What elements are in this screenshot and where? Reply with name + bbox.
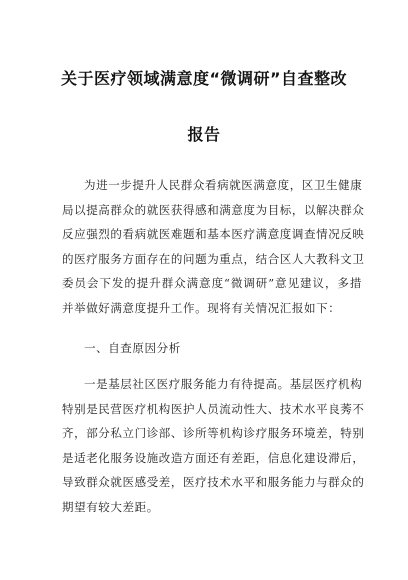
intro-line-5: 委员会下发的提升群众满意度“微调研”意见建议，多措 xyxy=(62,276,362,290)
intro-line-1: 为进一步提升人民群众看病就医满意度，区卫生健康 xyxy=(84,178,363,192)
intro-line-4: 的医疗服务方面存在的问题为重点，结合区人大教科文卫 xyxy=(62,251,365,266)
intro-line-3: 反应强烈的看病就医难题和基本医疗满意度调查情况反映 xyxy=(62,227,365,241)
intro-line-6: 并举做好满意度提升工作。现将有关情况汇报如下： xyxy=(62,300,341,315)
section-line-5: 导致群众就医感受差，医疗技术水平和服务能力与群众的 xyxy=(62,475,365,489)
document-title-line-1: 关于医疗领域满意度“微调研”自查整改 xyxy=(60,69,348,88)
section-line-2: 特别是民营医疗机构医护人员流动性大、技术水平良莠不 xyxy=(62,401,365,416)
section-line-3: 齐，部分私立门诊部、诊所等机构诊疗服务环境差，特别 xyxy=(62,426,365,440)
section-heading xyxy=(84,341,181,360)
document-title-line-2: 报告 xyxy=(187,125,221,144)
section-line-1: 一是基层社区医疗服务能力有待提高。基层医疗机构 xyxy=(84,377,363,391)
section-line-6: 期望有较大差距。 xyxy=(62,499,159,514)
section-heading-text: 一、自查原因分析 xyxy=(84,341,181,355)
intro-paragraph xyxy=(62,173,365,320)
section-line-4: 是适老化服务设施改造方面还有差距，信息化建设滞后， xyxy=(62,450,365,465)
section-paragraph xyxy=(62,372,365,519)
intro-line-2: 局以提高群众的就医获得感和满意度为目标，以解决群众 xyxy=(62,202,365,217)
